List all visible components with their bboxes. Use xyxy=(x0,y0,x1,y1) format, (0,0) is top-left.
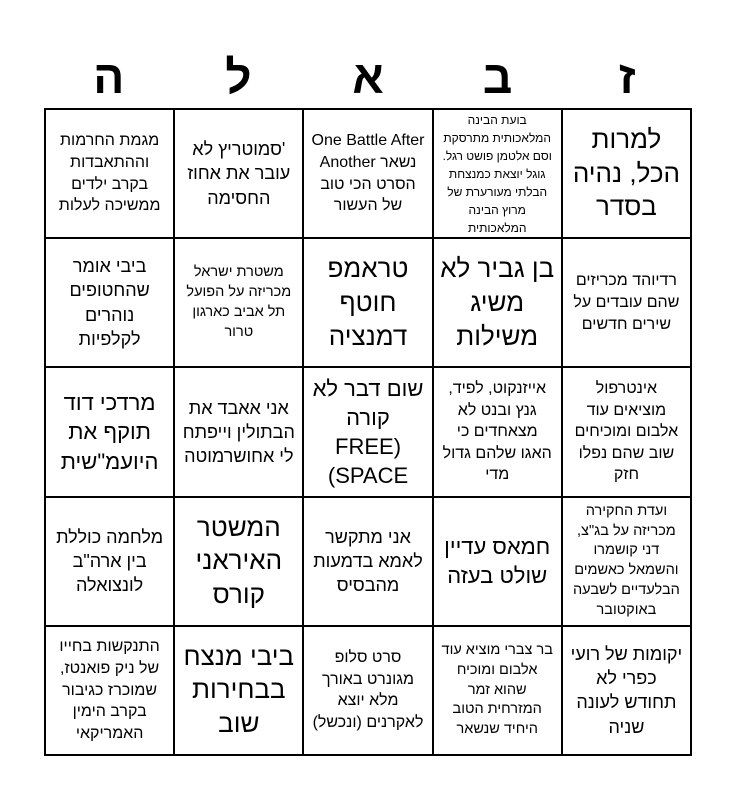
bingo-cell-text: רדיוהד מכריזים שהם עובדים על שירים חדשים xyxy=(573,272,680,333)
bingo-cell-text: מרדכי דוד תוקף את היועמ"שית xyxy=(60,390,159,474)
bingo-cell[interactable] xyxy=(46,498,175,627)
header-letter: ל xyxy=(225,51,252,103)
bingo-cell[interactable] xyxy=(175,498,304,627)
bingo-cell-text: ביבי אומר שהחטופים נוהרים לקלפיות xyxy=(69,256,150,350)
bingo-cell-text: טראמפ חוטף דמנציה xyxy=(327,253,409,351)
bingo-cell[interactable] xyxy=(563,627,692,756)
bingo-cell-text: ביבי מנצח בבחירות שוב xyxy=(183,640,295,739)
header-letter: א xyxy=(352,51,384,103)
bingo-cell-text: אני מתקשר לאמא בדמעות מהבסיס xyxy=(313,526,423,596)
bingo-cell[interactable] xyxy=(563,368,692,497)
bingo-cell[interactable] xyxy=(175,627,304,756)
bingo-cell[interactable] xyxy=(304,110,433,239)
bingo-cell[interactable] xyxy=(175,368,304,497)
header-letter: ב xyxy=(482,51,513,103)
bingo-cell-text: אני אאבד את הבתולין וייפתח לי אחושרמוטה xyxy=(182,397,295,467)
bingo-cell-text: חמאס עדיין שולט בעזה xyxy=(444,534,551,589)
bingo-cell[interactable] xyxy=(563,239,692,368)
bingo-cell-text: מגמת החרמות וההתאבדות בקרב ילדים ממשיכה לעלות xyxy=(58,132,161,215)
bingo-cell[interactable] xyxy=(304,368,433,497)
bingo-cell-text: המשטר האיראני קורס xyxy=(195,511,283,610)
bingo-cell-text: התנקשות בחייו של ניק פואנטז, שמוכרז כגיבור בקרב הימין האמריקאי xyxy=(59,638,160,742)
header-letter: ז xyxy=(618,51,636,103)
bingo-cell[interactable] xyxy=(434,368,563,497)
bingo-cell[interactable] xyxy=(563,110,692,239)
bingo-cell[interactable] xyxy=(434,239,563,368)
bingo-cell[interactable] xyxy=(434,110,563,239)
bingo-cell-text: ועדת החקירה מכריזה על בג"צ, דני קושמרו והשמאל כאשמים הבלעדיים לשבעה באוקטובר xyxy=(572,503,680,618)
bingo-cell-text: משטרת ישראל מכריזה על הפועל תל אביב כארגון טרור xyxy=(186,264,292,340)
bingo-header xyxy=(44,52,692,102)
bingo-cell[interactable] xyxy=(304,239,433,368)
bingo-cell-text: למרות הכל, נהיה בסדר xyxy=(572,123,680,222)
bingo-cell[interactable] xyxy=(175,110,304,239)
bingo-cell-text: 'סמוטריץ לא עובר את אחוז החסימה xyxy=(187,139,291,208)
bingo-cell[interactable] xyxy=(304,627,433,756)
bingo-cell-text: אייזנקוט, לפיד, גנץ ובנט לא מצאחדים כי האגו שלהם גדול מדי xyxy=(442,380,552,484)
bingo-cell-text: One Battle After Another נשאר הסרט הכי טוב של העשור xyxy=(311,132,425,215)
bingo-cell[interactable] xyxy=(175,239,304,368)
bingo-board xyxy=(44,108,692,756)
header-letter: ה xyxy=(93,51,125,103)
bingo-cell-text: מלחמה כוללת בין ארה"ב לונצואלה xyxy=(56,526,164,596)
bingo-cell[interactable] xyxy=(46,110,175,239)
bingo-cell-text: סרט סלופ מגונרט באורך מלא יוצא לאקרנים (ונכשל) xyxy=(312,649,424,731)
bingo-cell-text: יקומות של רועי כפרי לא תחודש לעונה שניה xyxy=(570,643,683,737)
bingo-cell-text: בועת הבינה המלאכותית מתרסקת וסם אלטמן פושט רגל. גוגל יוצאת כמנצחת הבלתי מעורערת של מרוץ הבינה המלאכותית xyxy=(442,112,552,235)
bingo-cell-text: בר צברי מוציא עוד אלבום ומוכיח שהוא זמר המזרחית הטוב היחיד שנשאר xyxy=(441,642,553,737)
bingo-cell[interactable] xyxy=(46,239,175,368)
bingo-cell[interactable] xyxy=(46,627,175,756)
bingo-cell[interactable] xyxy=(563,498,692,627)
bingo-cell[interactable] xyxy=(434,627,563,756)
bingo-cell[interactable] xyxy=(304,498,433,627)
bingo-cell-text: אינטרפול מוציאים עוד אלבום ומוכיחים שוב שהם נפלו חזק xyxy=(574,380,679,484)
bingo-cell-text: בן גביר לא משיג משילות xyxy=(440,253,555,351)
bingo-cell[interactable] xyxy=(46,368,175,497)
bingo-cell-text: שום דבר לא קורה (FREE SPACE) xyxy=(312,375,424,489)
bingo-cell[interactable] xyxy=(434,498,563,627)
